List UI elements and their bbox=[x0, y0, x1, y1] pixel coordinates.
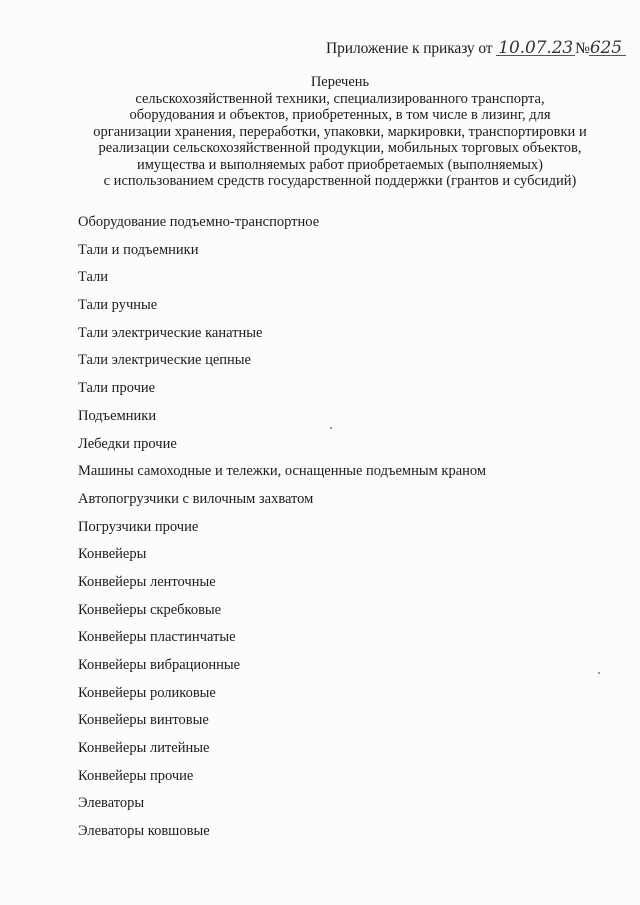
list-item: Конвейеры вибрационные bbox=[78, 657, 241, 673]
list-item: Подъемники bbox=[78, 407, 157, 424]
list-item: Тали и подъемники bbox=[78, 241, 199, 258]
list-item: Конвейеры пластинчатые bbox=[78, 629, 236, 646]
heading-title: Перечень bbox=[310, 74, 370, 90]
list-item: Автопогрузчики с вилочным захватом bbox=[78, 490, 314, 507]
list-item: Конвейеры bbox=[78, 546, 147, 563]
list-item: Элеваторы bbox=[78, 795, 145, 812]
list-item: Элеваторы ковшовые bbox=[78, 823, 210, 840]
equipment-list bbox=[78, 212, 618, 849]
number-sign: № bbox=[575, 40, 590, 57]
list-item: Конвейеры роликовые bbox=[78, 684, 216, 701]
list-item: Погрузчики прочие bbox=[78, 518, 199, 535]
list-item: Тали электрические канатные bbox=[78, 324, 263, 341]
list-item: Тали прочие bbox=[78, 380, 156, 397]
list-item: Оборудование подъемно-транспортное bbox=[78, 214, 320, 230]
list-item: Конвейеры винтовые bbox=[78, 712, 209, 729]
heading-line: оборудования и объектов, приобретенных, в том числе в лизинг, для bbox=[129, 107, 551, 123]
scan-speck bbox=[598, 672, 600, 674]
list-item: Конвейеры прочие bbox=[78, 767, 194, 784]
heading-line: организации хранения, переработки, упаковки, маркировки, транспортировки и bbox=[93, 123, 587, 140]
appendix-label: Приложение к приказу от bbox=[326, 40, 493, 57]
heading-line: с использованием средств государственной поддержки (грантов и субсидий) bbox=[103, 173, 577, 189]
heading-line: имущества и выполняемых работ приобретаемых (выполняемых) bbox=[137, 156, 543, 173]
list-item: Тали ручные bbox=[78, 297, 158, 314]
list-item: Конвейеры литейные bbox=[78, 740, 210, 757]
list-item: Конвейеры ленточные bbox=[78, 573, 216, 590]
list-item: Тали bbox=[78, 269, 109, 286]
appendix-reference bbox=[326, 38, 622, 58]
document-heading bbox=[60, 74, 620, 190]
scan-speck bbox=[330, 427, 332, 429]
list-item: Машины самоходные и тележки, оснащенные подъемным краном bbox=[78, 463, 487, 480]
heading-line: сельскохозяйственной техники, специализированного транспорта, bbox=[135, 90, 545, 107]
list-item: Лебедки прочие bbox=[78, 435, 177, 452]
handwritten-order-number: 625 bbox=[589, 38, 622, 58]
list-item: Конвейеры скребковые bbox=[78, 601, 222, 618]
handwritten-date: 10.07.23 bbox=[498, 38, 574, 58]
list-item: Тали электрические цепные bbox=[78, 352, 251, 369]
heading-line: реализации сельскохозяйственной продукции, мобильных торговых объектов, bbox=[98, 140, 582, 156]
